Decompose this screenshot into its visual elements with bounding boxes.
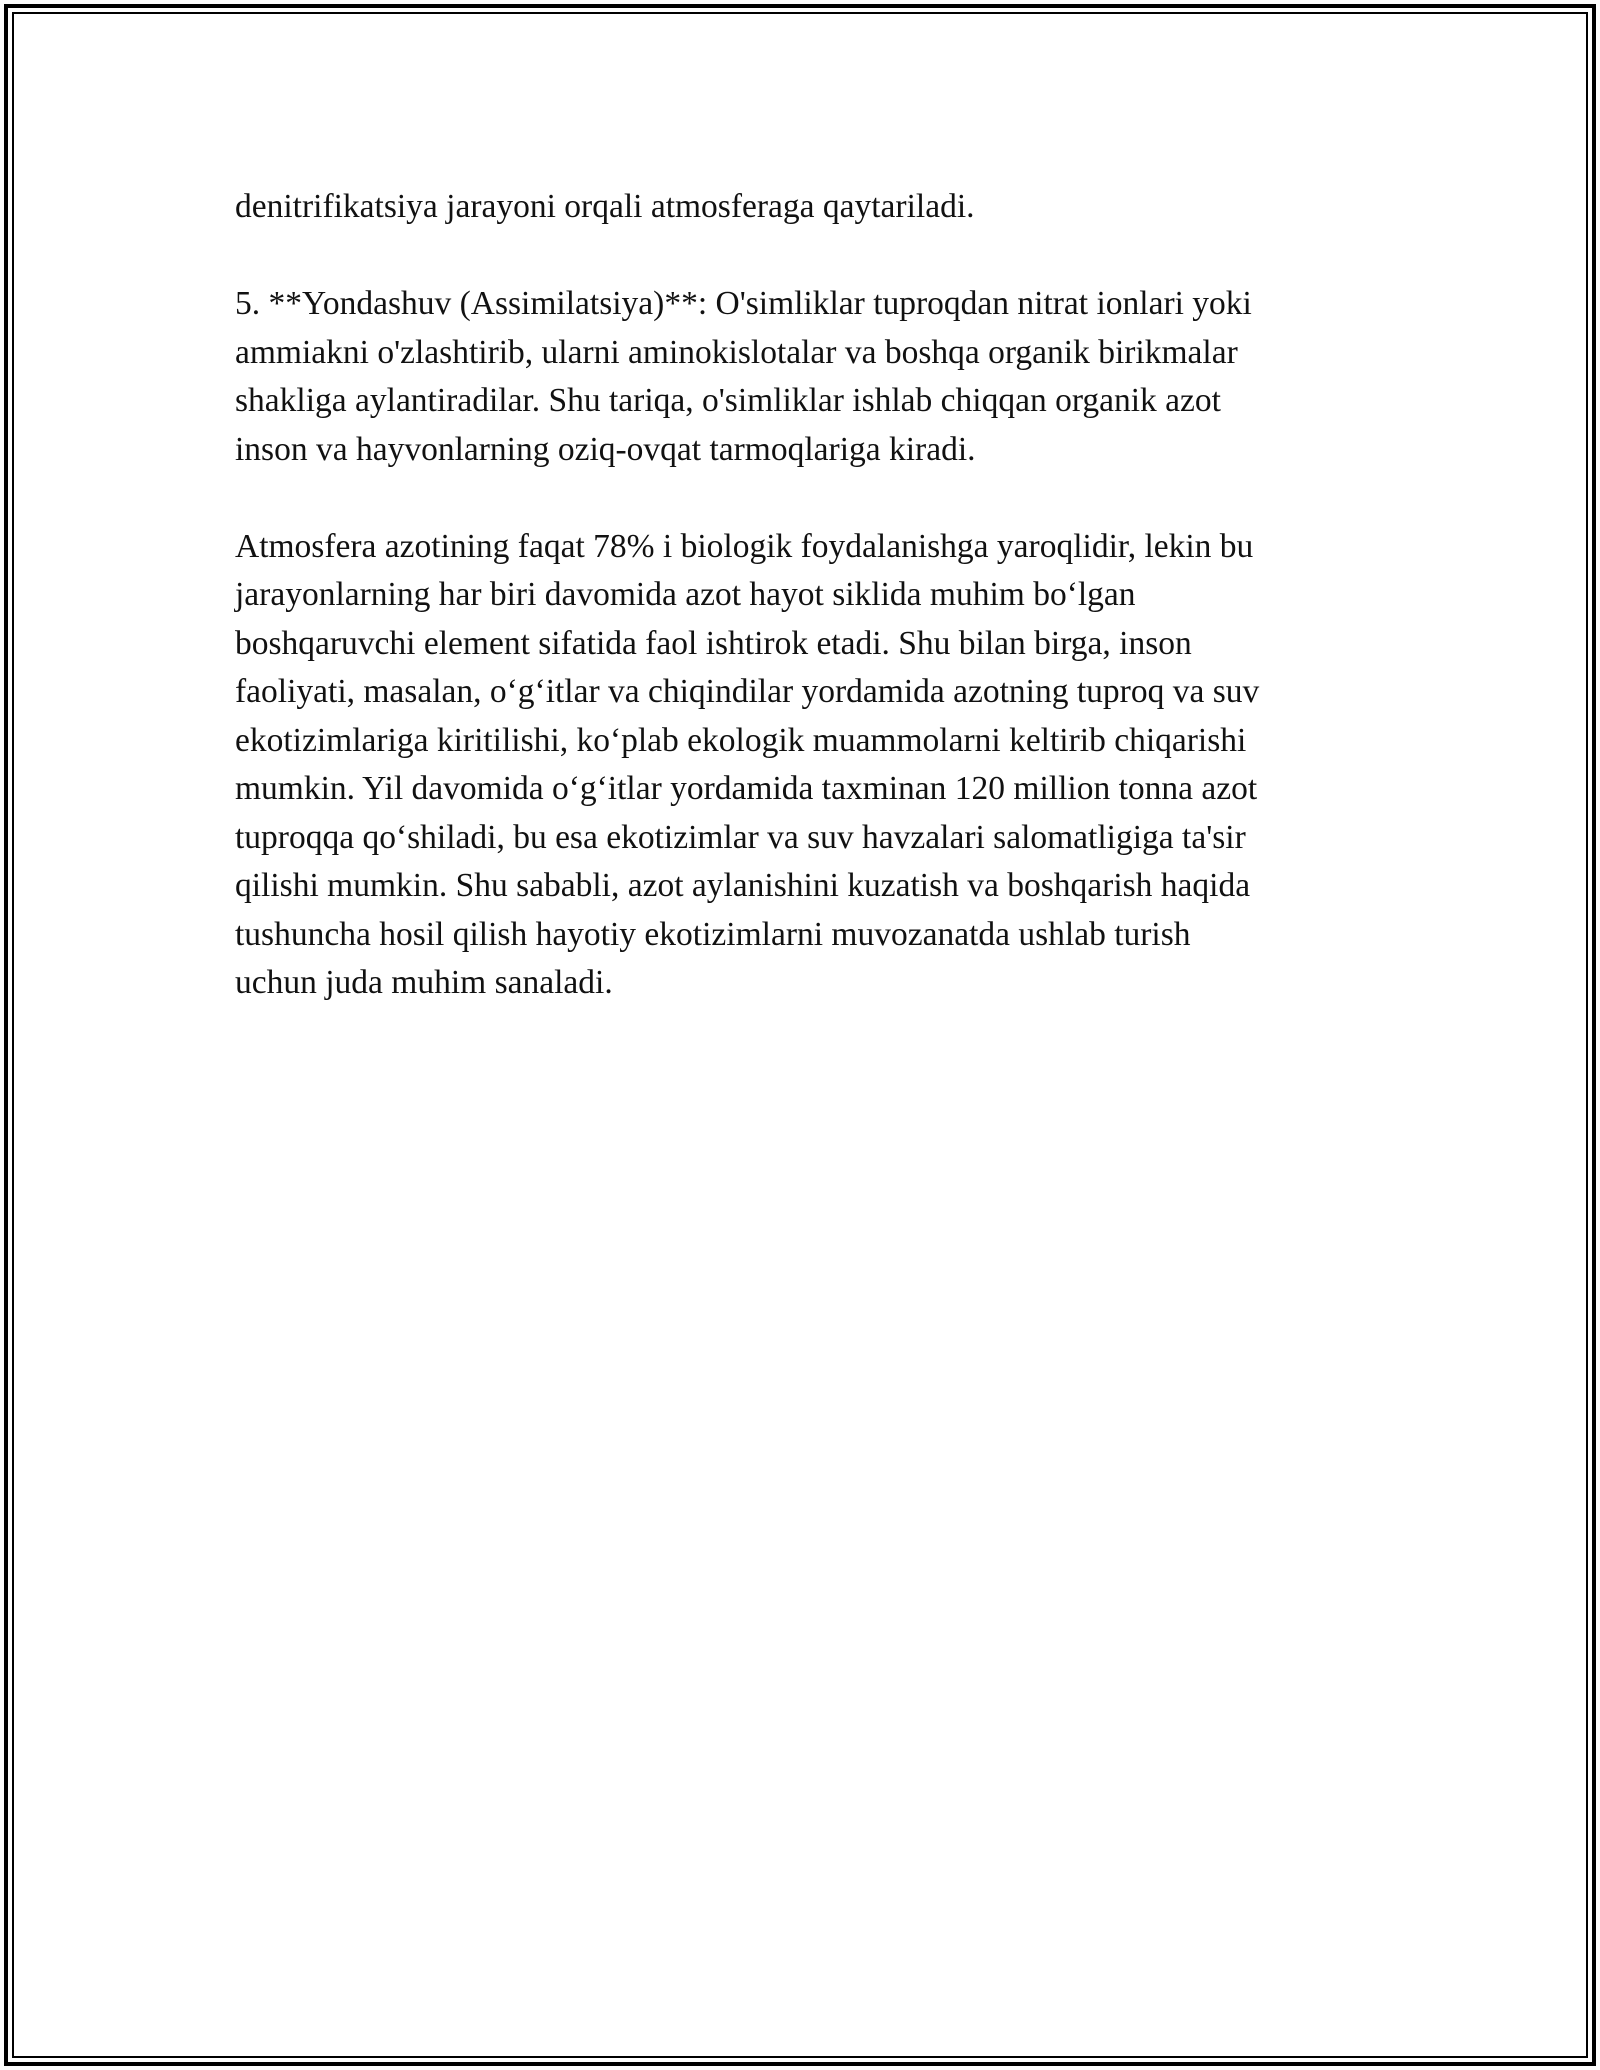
paragraph-conclusion: Atmosfera azotining faqat 78% i biologik foydalanishga yaroqlidir, lekin bu jarayonlarning har biri davomida azot hayot siklida muhim bo‘lgan boshqaruvchi element sifatida faol ishtirok etadi. Shu bilan birga, inson faoliyati, masalan, o‘g‘itlar va chiqindilar yordamida azotning tuproq va suv ekotizimlariga kiritilishi, ko‘plab ekologik muammolarni keltirib chiqarishi mumkin. Yil davomida o‘g‘itlar yordamida taxminan 120 million tonna azot tuproqqa qo‘shiladi, bu esa ekotizimlar va suv havzalari salomatligiga ta'sir qilishi mumkin. Shu sababli, azot aylanishini kuzatish va boshqarish haqida tushuncha hosil qilish hayotiy ekotizimlarni muvozanatda ushlab turish uchun juda muhim sanaladi.: [235, 527, 1260, 1001]
paragraph-denitrification-end: denitrifikatsiya jarayoni orqali atmosferaga qaytariladi.: [235, 188, 975, 225]
paragraph-assimilation: 5. **Yondashuv (Assimilatsiya)**: O'simliklar tuproqdan nitrat ionlari yoki ammiakni o'zlashtirib, ularni aminokislotalar va boshqa organik birikmalar shakliga aylantiradilar. Shu tariqa, o'simliklar ishlab chiqqan organik azot inson va hayvonlarning oziq-ovqat tarmoqlariga kiradi.: [235, 285, 1252, 468]
document-body: [235, 183, 1365, 1056]
